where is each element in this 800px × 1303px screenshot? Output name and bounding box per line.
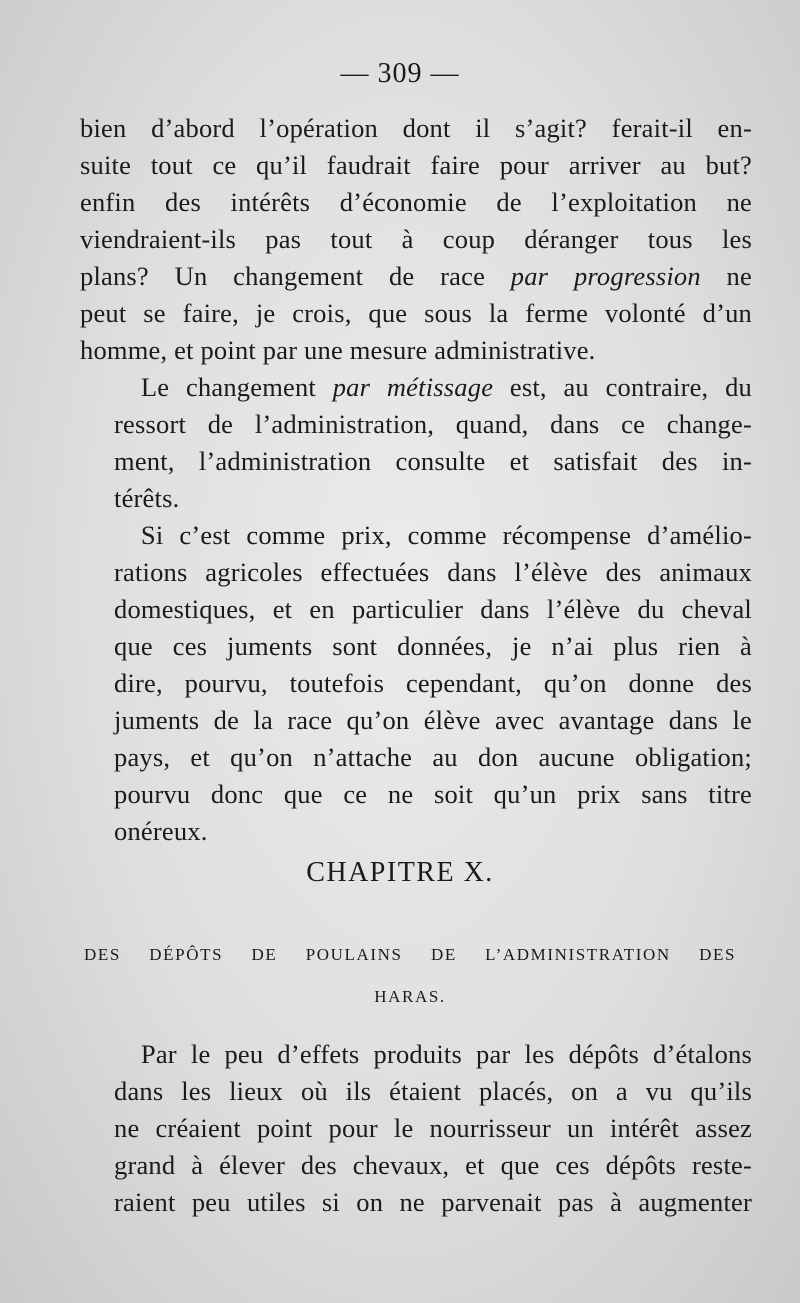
text-line: bien d’abord l’opération dont il s’agit? ferait-il en- — [80, 113, 752, 143]
chapter-subtitle-line: DES DÉPÔTS DE POULAINS DE L’ADMINISTRATION DES — [84, 945, 736, 964]
text-line — [80, 517, 752, 554]
text-line: domestiques, et en particulier dans l’élève du cheval — [114, 594, 752, 624]
text-line: raient peu utiles si on ne parvenait pas à augmenter — [114, 1187, 752, 1217]
text-run: Par le peu d’effets produits par les dépôts d’étalons — [140, 1039, 752, 1069]
paragraph-4 — [80, 1036, 752, 1221]
italic-term: par métissage — [332, 372, 494, 402]
text-line — [80, 258, 752, 295]
text-line: dire, pourvu, toutefois cependant, qu’on donne des — [114, 668, 752, 698]
text-line: peut se faire, je crois, que sous la ferme volonté d’un — [80, 298, 752, 328]
text-block-top — [80, 110, 752, 850]
text-run: est, au contraire, du — [493, 372, 752, 402]
chapter-title: CHAPITRE X. — [306, 857, 494, 888]
text-line: pays, et qu’on n’attache au don aucune obligation; — [114, 742, 752, 772]
text-line: dans les lieux où ils étaient placés, on a vu qu’ils — [114, 1076, 752, 1106]
text-line: juments de la race qu’on élève avec avantage dans le — [114, 705, 752, 735]
text-run: ne — [700, 261, 752, 291]
paragraph-1 — [80, 110, 752, 369]
text-line: suite tout ce qu’il faudrait faire pour arriver au but? — [80, 150, 752, 180]
text-line: grand à élever des chevaux, et que ces dépôts reste- — [114, 1150, 752, 1180]
text-run: Si c’est comme prix, comme récompense d’amélio- — [140, 520, 752, 550]
paragraph-3 — [80, 517, 752, 850]
chapter-subtitle-line: HARAS. — [374, 987, 446, 1006]
text-line: viendraient-ils pas tout à coup déranger tous les — [80, 224, 752, 254]
chapter-subtitle — [84, 934, 736, 1018]
text-block-bottom — [80, 1036, 752, 1221]
text-line: rations agricoles effectuées dans l’élève des animaux — [114, 557, 752, 587]
text-line: pourvu donc que ce ne soit qu’un prix sans titre — [114, 779, 752, 809]
text-line: homme, et point par une mesure administrative. — [80, 335, 596, 365]
text-line: térêts. — [114, 483, 180, 513]
page-number: — 309 — — [340, 58, 460, 89]
text-line: ne créaient point pour le nourrisseur un intérêt assez — [114, 1113, 752, 1143]
text-line: ment, l’administration consulte et satisfait des in- — [114, 446, 752, 476]
text-line: ressort de l’administration, quand, dans ce change- — [114, 409, 752, 439]
italic-term: par progression — [510, 261, 701, 291]
text-run: plans? Un changement de race — [80, 261, 511, 291]
text-run: Le changement — [140, 372, 333, 402]
text-line: enfin des intérêts d’économie de l’exploitation ne — [80, 187, 752, 217]
text-line: onéreux. — [114, 816, 208, 846]
text-line: que ces juments sont données, je n’ai plus rien à — [114, 631, 752, 661]
paragraph-2 — [80, 369, 752, 517]
text-line — [80, 369, 752, 406]
text-line — [80, 1036, 752, 1073]
